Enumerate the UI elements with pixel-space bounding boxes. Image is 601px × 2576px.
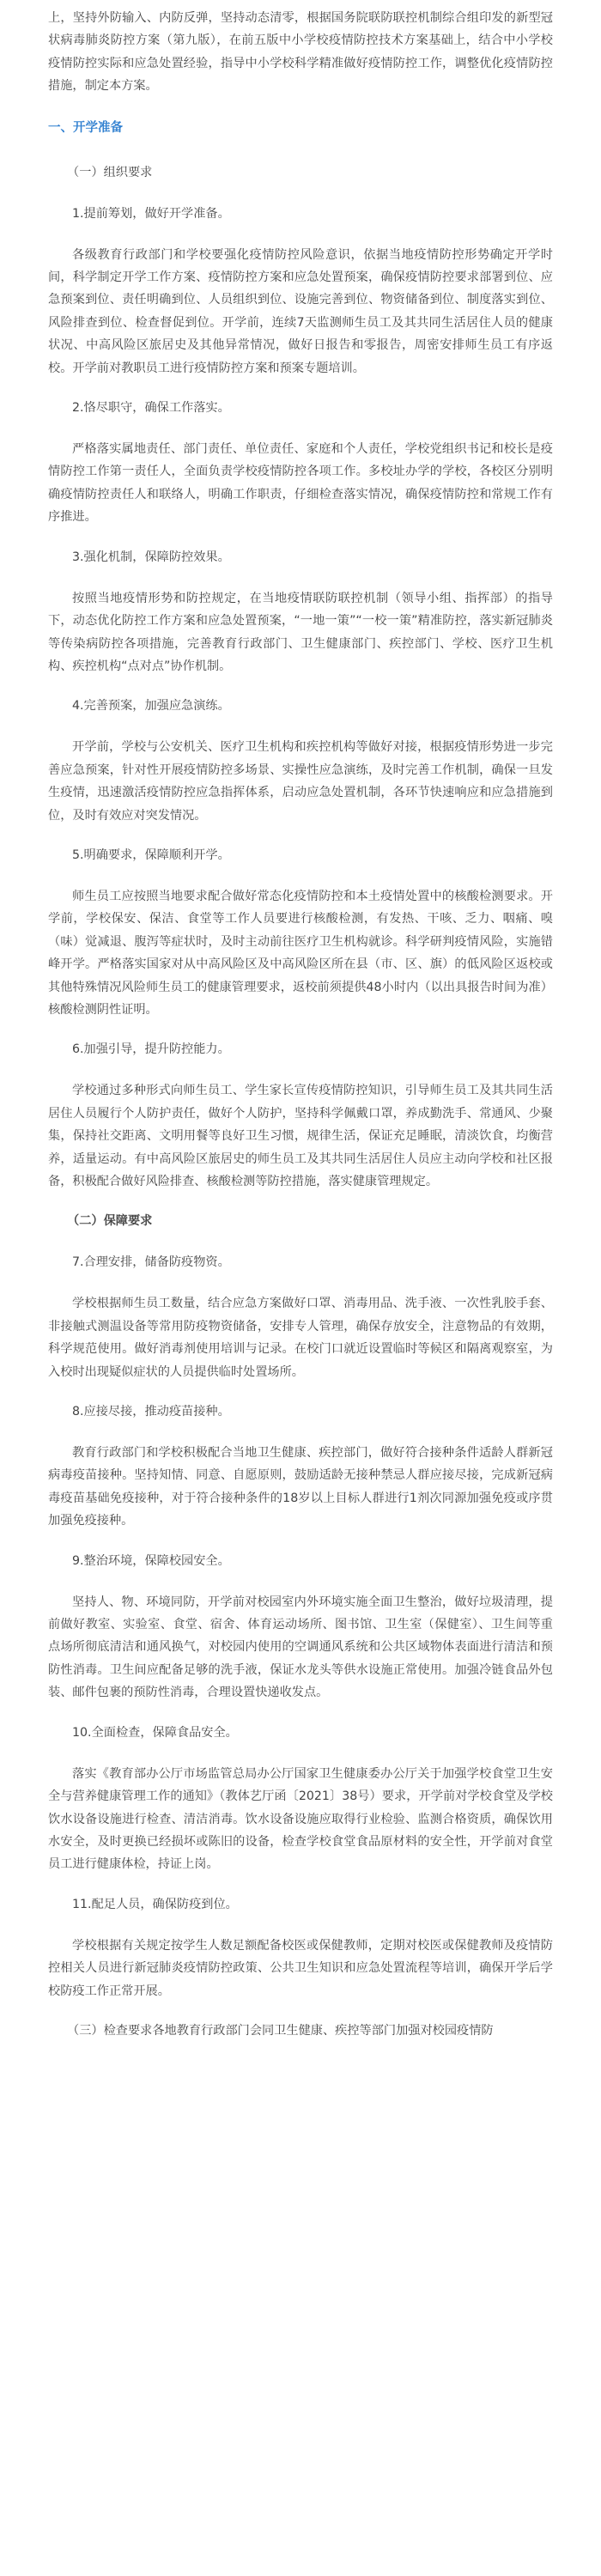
item-title-5: 5.明确要求，保障顺利开学。 [72,848,230,862]
item-body-11: 学校根据有关规定按学生人数足额配备校医或保健教师，定期对校医或保健教师及疫情防控相关人员进行新冠肺炎疫情防控政策、公共卫生知识和应急处置流程等培训，确保开学后学校防疫工作正常开展。 [48,1938,553,1998]
subsection-title-inspection: （三）检查要求各地教育行政部门会同卫生健康、疾控等部门加强对校园疫情防 [67,2023,494,2038]
item-title-4: 4.完善预案，加强应急演练。 [72,699,230,714]
item-body-7: 学校根据师生员工数量，结合应急方案做好口罩、消毒用品、洗手液、一次性乳胶手套、非接触式测温设备等常用防疫物资储备，安排专人管理，确保存放安全，注意物品的有效期，科学规范使用。做好消毒剂使用培训与记录。在校门口就近设置临时等候区和隔离观察室，为入校时出现疑似症状的人员提供临时处置场所。 [48,1297,553,1379]
item-title-2: 2.恪尽职守，确保工作落实。 [72,401,230,416]
section-title-preparation: 一、开学准备 [48,120,123,135]
intro-paragraph: 上，坚持外防输入、内防反弹，坚持动态清零，根据国务院联防联控机制综合组印发的新型冠状病毒肺炎防控方案（第九版），在前五版中小学校疫情防控技术方案基础上，结合中小学校疫情防控实际和应急处置经验，指导中小学校科学精准做好疫情防控工作，调整优化疫情防控措施，制定本方案。 [48,11,553,94]
item-body-10: 落实《教育部办公厅市场监管总局办公厅国家卫生健康委办公厅关于加强学校食堂卫生安全与营养健康管理工作的通知》（教体艺厅函〔2021〕38号）要求，开学前对学校食堂及学校饮水设备设施进行检查、清洁消毒。饮水设备设施应取得行业检验、监测合格资质，确保饮用水安全，及时更换已经损坏或陈旧的设备，检查学校食堂食品原材料的安全性，开学前对食堂员工进行健康体检，持证上岗。 [48,1766,553,1872]
item-title-9: 9.整治环境，保障校园安全。 [72,1553,230,1568]
item-title-1: 1.提前筹划，做好开学准备。 [72,206,230,221]
item-body-3: 按照当地疫情形势和防控规定，在当地疫情联防联控机制（领导小组、指挥部）的指导下，动态优化防控工作方案和应急处置预案，“一地一策”“一校一策”精准防控，落实新冠肺炎等传染病防控各项措施，完善教育行政部门、卫生健康部门、疾控部门、学校、医疗卫生机构、疾控机构“点对点”协作机制。 [48,591,553,673]
item-body-5: 师生员工应按照当地要求配合做好常态化疫情防控和本土疫情处置中的核酸检测要求。开学前，学校保安、保洁、食堂等工作人员要进行核酸检测，有发热、干咳、乏力、咽痛、嗅（味）觉减退、腹泻等症状时，及时主动前往医疗卫生机构就诊。科学研判疫情风险，实施错峰开学。严格落实国家对从中高风险区及中高风险区所在县（市、区、旗）的低风险区返校或其他特殊情况风险师生员工的健康管理要求，返校前须提供48小时内（以出具报告时间为准）核酸检测阴性证明。 [48,889,553,1017]
item-body-4: 开学前，学校与公安机关、医疗卫生机构和疾控机构等做好对接，根据疫情形势进一步完善应急预案，针对性开展疫情防控多场景、实操性应急演练，及时完善工作机制，确保一旦发生疫情，迅速激活疫情防控应急指挥体系，启动应急处置机制，各环节快速响应和应急措施到位，及时有效应对突发情况。 [48,740,553,823]
item-body-9: 坚持人、物、环境同防，开学前对校园室内外环境实施全面卫生整治，做好垃圾清理，提前做好教室、实验室、食堂、宿舍、体育运动场所、图书馆、卫生室（保健室）、卫生间等重点场所彻底清洁和通风换气，对校园内使用的空调通风系统和公共区域物体表面进行清洁和预防性消毒。卫生间应配备足够的洗手液，保证水龙头等供水设施正常使用。加强冷链食品外包装、邮件包裹的预防性消毒，合理设置快递收发点。 [48,1595,553,1700]
item-title-6: 6.加强引导，提升防控能力。 [72,1042,230,1057]
subsection-title-organization: （一）组织要求 [67,165,153,179]
item-title-7: 7.合理安排，储备防疫物资。 [72,1255,230,1270]
subsection-title-guarantee: （二）保障要求 [67,1214,153,1229]
item-title-3: 3.强化机制，保障防控效果。 [72,550,230,564]
item-body-6: 学校通过多种形式向师生员工、学生家长宣传疫情防控知识，引导师生员工及其共同生活居住人员履行个人防护责任，做好个人防护，坚持科学佩戴口罩，养成勤洗手、常通风、少聚集，保持社交距离、文明用餐等良好卫生习惯，规律生活，保证充足睡眠，清淡饮食，均衡营养，适量运动。有中高风险区旅居史的师生员工及其共同生活居住人员应主动向学校和社区报备，积极配合做好风险排查、核酸检测等防控措施，落实健康管理规定。 [48,1084,553,1188]
item-body-8: 教育行政部门和学校积极配合当地卫生健康、疾控部门，做好符合接种条件适龄人群新冠病毒疫苗接种。坚持知情、同意、自愿原则，鼓励适龄无接种禁忌人群应接尽接，完成新冠病毒疫苗基础免疫接种，对于符合接种条件的18岁以上目标人群进行1剂次同源加强免疫或序贯加强免疫接种。 [48,1446,553,1528]
item-title-11: 11.配足人员，确保防疫到位。 [72,1897,238,1911]
item-body-2: 严格落实属地责任、部门责任、单位责任、家庭和个人责任，学校党组织书记和校长是疫情防控工作第一责任人，全面负责学校疫情防控各项工作。多校址办学的学校，各校区分别明确疫情防控责任人和联络人，明确工作职责，仔细检查落实情况，确保疫情防控和常规工作有序推进。 [48,442,553,525]
item-title-10: 10.全面检查，保障食品安全。 [72,1725,238,1740]
item-title-8: 8.应接尽接，推动疫苗接种。 [72,1405,230,1419]
item-body-1: 各级教育行政部门和学校要强化疫情防控风险意识，依据当地疫情防控形势确定开学时间，科学制定开学工作方案、疫情防控方案和应急处置预案，确保疫情防控要求部署到位、应急预案到位、责任明确到位、人员组织到位、设施完善到位、物资储备到位、制度落实到位、风险排查到位、检查督促到位。开学前，连续7天监测师生员工及其共同生活居住人员的健康状况、中高风险区旅居史及其他异常情况，做好日报告和零报告，周密安排师生员工有序返校。开学前对教职员工进行疫情防控方案和预案专题培训。 [48,247,553,375]
